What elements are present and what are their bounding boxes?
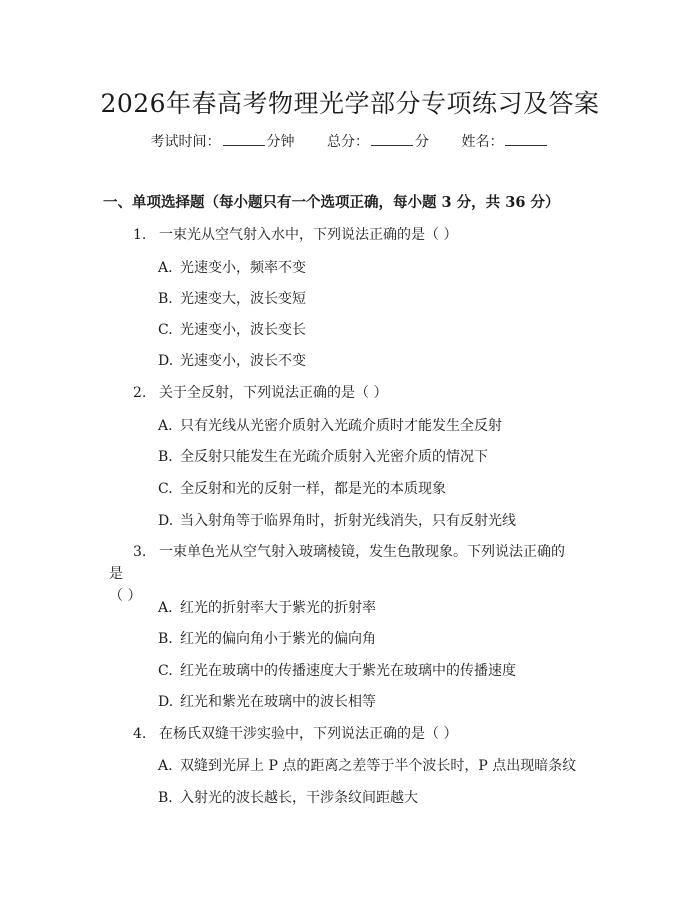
- question-2-option-a: [158, 415, 502, 435]
- exam-time-blank: [223, 133, 265, 146]
- option-text: 光速变小，频率不变: [180, 260, 306, 276]
- option-text: 入射光的波长越长，干涉条纹间距越大: [180, 790, 418, 806]
- question-2-option-d: [158, 510, 516, 530]
- question-number: 3.: [133, 544, 147, 560]
- exam-time: [151, 134, 299, 150]
- option-text: 红光的折射率大于紫光的折射率: [180, 600, 376, 616]
- exam-meta: [0, 131, 700, 151]
- option-text: 只有光线从光密介质射入光疏介质时才能发生全反射: [180, 418, 502, 434]
- option-letter: C.: [158, 481, 173, 497]
- question-4-option-a: [158, 755, 576, 775]
- option-letter: B.: [158, 631, 173, 647]
- option-letter: A.: [158, 260, 173, 276]
- question-3-option-a: [158, 597, 376, 617]
- question-3-option-d: [158, 691, 376, 711]
- question-2-option-c: [158, 478, 446, 498]
- question-1-option-c: [158, 319, 306, 339]
- question-text: 关于全反射，下列说法正确的是（ ）: [159, 385, 388, 401]
- option-letter: B.: [158, 790, 173, 806]
- page-title: 2026年春高考物理光学部分专项练习及答案: [100, 89, 600, 118]
- question-text: 在杨氏双缝干涉实验中，下列说法正确的是（ ）: [159, 726, 458, 742]
- question-text: 一束单色光从空气射入玻璃棱镜，发生色散现象。下列说法正确的是: [109, 544, 565, 582]
- option-letter: D.: [158, 353, 174, 369]
- option-letter: D.: [158, 694, 174, 710]
- question-2-option-b: [158, 446, 488, 466]
- total-score-label: 总分：: [327, 134, 369, 150]
- section-heading: 一、单项选择题（每小题只有一个选项正确，每小题 3 分，共 36 分）: [103, 194, 560, 211]
- question-4: [133, 723, 457, 743]
- question-3-option-b: [158, 628, 376, 648]
- student-name-label: 姓名：: [461, 134, 504, 150]
- question-4-option-b: [158, 787, 418, 807]
- question-1-option-d: [158, 350, 306, 370]
- option-letter: B.: [158, 291, 173, 307]
- question-number: 1.: [133, 227, 147, 243]
- question-text-continued: （ ）: [109, 588, 142, 604]
- option-text: 全反射和光的反射一样，都是光的本质现象: [180, 481, 446, 497]
- option-text: 红光在玻璃中的传播速度大于紫光在玻璃中的传播速度: [180, 663, 516, 679]
- question-1-option-b: [158, 288, 306, 308]
- option-text: 红光和紫光在玻璃中的波长相等: [180, 694, 376, 710]
- option-text: 光速变小，波长不变: [180, 353, 306, 369]
- option-text: 当入射角等于临界角时，折射光线消失，只有反射光线: [180, 513, 516, 529]
- option-letter: C.: [158, 663, 173, 679]
- option-letter: C.: [158, 322, 173, 338]
- option-letter: A.: [158, 758, 173, 774]
- option-letter: B.: [158, 449, 173, 465]
- total-score: [327, 134, 433, 150]
- student-name-blank: [505, 133, 547, 146]
- question-text: 一束光从空气射入水中，下列说法正确的是（ ）: [159, 227, 458, 243]
- exam-time-label: 考试时间：: [150, 134, 221, 150]
- total-score-blank: [371, 133, 413, 146]
- question-1-option-a: [158, 257, 306, 277]
- option-text: 光速变小，波长变长: [180, 322, 306, 338]
- option-letter: A.: [158, 600, 173, 616]
- question-number: 4.: [133, 726, 147, 742]
- option-letter: D.: [158, 513, 174, 529]
- option-text: 光速变大，波长变短: [180, 291, 306, 307]
- question-number: 2.: [133, 385, 147, 401]
- option-text: 红光的偏向角小于紫光的偏向角: [180, 631, 376, 647]
- option-text: 双缝到光屏上 P 点的距离之差等于半个波长时，P 点出现暗条纹: [180, 758, 577, 774]
- exam-time-unit: 分钟: [266, 134, 295, 150]
- total-score-unit: 分: [415, 134, 429, 150]
- question-1: [133, 224, 457, 244]
- option-text: 全反射只能发生在光疏介质射入光密介质的情况下: [180, 449, 488, 465]
- question-3-option-c: [158, 660, 516, 680]
- student-name: [461, 134, 549, 150]
- question-2: [133, 382, 387, 402]
- option-letter: A.: [158, 418, 173, 434]
